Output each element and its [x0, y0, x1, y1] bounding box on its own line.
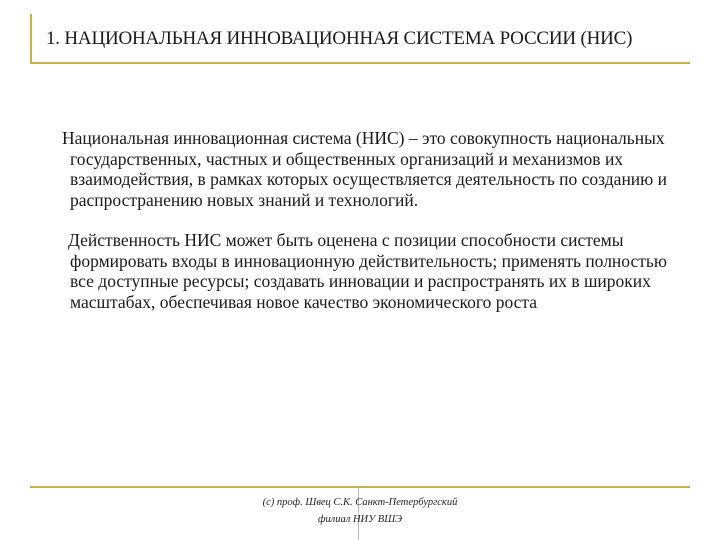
paragraph-effectiveness: Действенность НИС может быть оценена с позиции способности системы формировать входы в инновационную действительность; применять полностью все доступные ресурсы; создавать инновации и распространять их в широких масштабах, обеспечивая новое качество экономического роста: [68, 230, 667, 312]
title-frame: [30, 14, 690, 64]
footer-credit: [230, 494, 490, 528]
slide-title: 1. НАЦИОНАЛЬНАЯ ИННОВАЦИОННАЯ СИСТЕМА РОССИИ (НИС): [46, 28, 633, 49]
footer-rule: [30, 486, 690, 488]
slide-body: [62, 128, 682, 312]
footer-credit-line1: (с) проф. Швец С.К. Санкт-Петербургский: [262, 497, 458, 508]
paragraph-definition: Национальная инновационная система (НИС) – это совокупность национальных государственных, частных и общественных организаций и механизмов их взаимодействия, в рамках которых осуществляется деятельность по созданию и распространению новых знаний и технологий.: [62, 128, 667, 210]
footer-credit-line2: филиал НИУ ВШЭ: [317, 514, 403, 525]
